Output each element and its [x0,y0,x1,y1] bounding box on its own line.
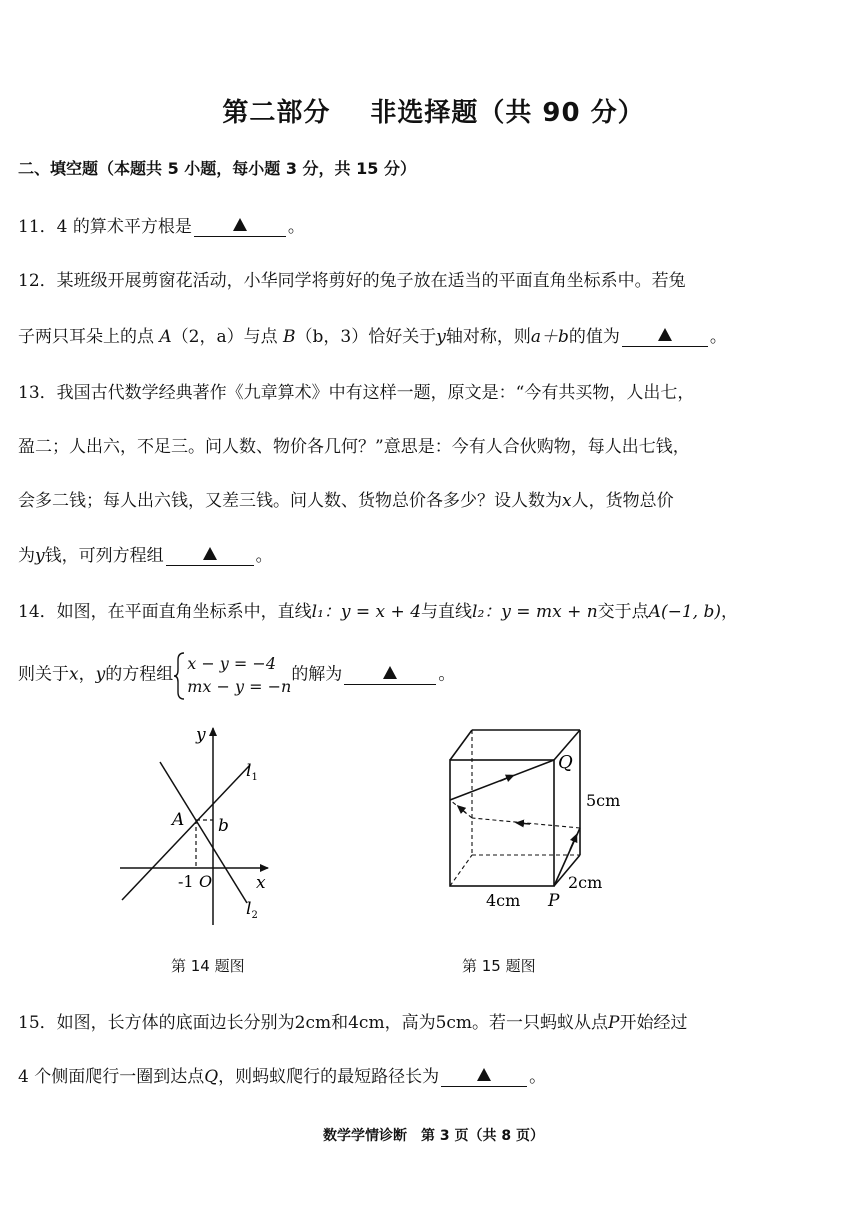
length-label: 4cm [486,891,521,910]
answer-blank [344,666,436,685]
y-var: y [35,546,45,566]
q15-text: ，高为 [384,1013,436,1033]
point-q-label: Q [558,752,573,773]
coord-b: （b，3） [295,327,369,347]
q14-text: 则关于 [18,664,69,685]
figure-15-caption: 第 15 题图 [462,957,536,975]
equation-l2: ：y = mx + n [484,602,598,622]
expr: a＋b [530,327,569,347]
q15-text: 和 [331,1013,349,1033]
question-11 [18,212,305,237]
coord-a: （2，a） [171,327,244,347]
line-l1: l₁ [311,602,324,622]
l1-label: $l_1$ [246,761,258,783]
neg-one-label: -1 [178,872,194,891]
q14-text: 14．如图，在平面直角坐标系中，直线 [18,602,312,622]
brace-icon [173,652,185,700]
path-arrow-1 [570,836,576,850]
triangle-icon [658,328,672,341]
q15-text: ，则蚂蚁爬行的最短路径长为 [218,1067,440,1087]
y-var: y [95,664,106,685]
path-arrow-2 [518,823,530,824]
point-a-coords: A(−1, b) [648,602,721,622]
q14-text: 交于点 [597,602,649,622]
answer-blank [441,1068,527,1087]
q13-text: 为 [18,546,35,566]
system-eq-2: mx − y = −n [187,677,292,696]
q13-text: 钱，可列方程组 [44,546,164,566]
hidden-depth-edge [450,855,472,886]
point-q: Q [204,1067,219,1087]
q11-text: 11．4 的算术平方根是 [18,217,192,237]
q12-text: 轴对称，则 [445,327,531,347]
figure-14-graph [110,720,280,925]
q15-text: 开始经过 [619,1013,688,1033]
point-p-label: P [548,891,560,911]
equation-system [173,652,291,698]
origin-label: O [199,872,213,891]
question-13-line-1: 13．我国古代数学经典著作《九章算术》中有这样一题，原文是：“今有共买物，人出七， [18,383,695,403]
front-face [450,760,554,886]
q14-text: ， [720,602,738,622]
dim-4cm: 4cm [348,1013,385,1033]
part-title [0,92,867,129]
figure-14-caption: 第 14 题图 [171,957,245,975]
system-eq-1: x − y = −4 [187,654,277,673]
part-title-right: 非选择题（共 90 分） [370,98,645,128]
q12-text: 恰好关于 [368,327,437,347]
top-left-edge [450,730,472,760]
q13-end: 。 [255,546,273,566]
x-axis-label: x [256,873,266,893]
answer-blank [622,328,708,347]
q15-text: 4 个侧面爬行一圈到达点 [18,1067,205,1087]
point-b: B [283,327,296,347]
question-12-line-1: 12．某班级开展剪窗花活动，小华同学将剪好的兔子放在适当的平面直角坐标系中。若兔 [18,271,686,291]
question-14-line-2 [18,652,455,698]
q12-end: 。 [709,327,727,347]
q14-end: 。 [438,664,456,685]
b-label: b [218,816,229,836]
question-12-line-2 [18,322,727,347]
y-axis-label: y [196,725,206,745]
q13-text: 人，货物总价 [571,491,674,511]
triangle-icon [233,218,247,231]
triangle-icon [203,547,217,560]
question-13-line-3 [18,486,674,511]
answer-blank [166,547,254,566]
question-15-line-1 [18,1008,688,1033]
equation-l1: ：y = x + 4 [323,602,422,622]
point-a: A [159,327,172,347]
path-arrow-3 [459,807,466,813]
line-l2: l₂ [472,602,485,622]
q15-end: 。 [529,1067,547,1087]
x-var: x [562,491,572,511]
part-title-left: 第二部分 [222,98,331,128]
x-var: x [69,664,79,685]
point-p: P [608,1013,620,1033]
triangle-icon [477,1068,491,1081]
question-14-line-1 [18,597,738,622]
q14-text: 的方程组 [105,664,174,685]
q13-text: 会多二钱；每人出六钱，又差三钱。问人数、货物总价各多少？设人数为 [18,491,562,511]
q14-text: 的解为 [291,664,343,685]
q12-text: 的值为 [568,327,620,347]
question-13-line-2: 盈二；人出六，不足三。问人数、物价各几何？”意思是：今有人合伙购物，每人出七钱， [18,437,690,457]
figure-15-cuboid [430,720,640,915]
dim-2cm: 2cm [294,1013,332,1033]
question-15-line-2 [18,1062,546,1087]
q14-text: 与直线 [421,602,473,622]
page-footer: 数学学情诊断 第 3 页（共 8 页） [323,1128,544,1144]
y-var: y [436,327,446,347]
q15-text: 15．如图，长方体的底面边长分别为 [18,1013,295,1033]
point-a-label: A [172,810,185,830]
q12-text: 与点 [243,327,284,347]
path-arrow-4 [500,776,512,781]
q12-text: 子两只耳朵上的点 [18,327,160,347]
answer-blank [194,218,286,237]
width-label: 2cm [568,873,603,892]
section-heading: 二、填空题（本题共 5 小题，每小题 3 分，共 15 分） [18,159,416,178]
question-13-line-4 [18,541,273,566]
triangle-icon [383,666,397,679]
l2-label: $l_2$ [246,899,258,921]
q15-text: 。若一只蚂蚁从点 [472,1013,609,1033]
q14-text: ， [78,664,96,685]
dim-5cm: 5cm [435,1013,473,1033]
height-label: 5cm [586,791,621,810]
q11-end: 。 [287,217,305,237]
